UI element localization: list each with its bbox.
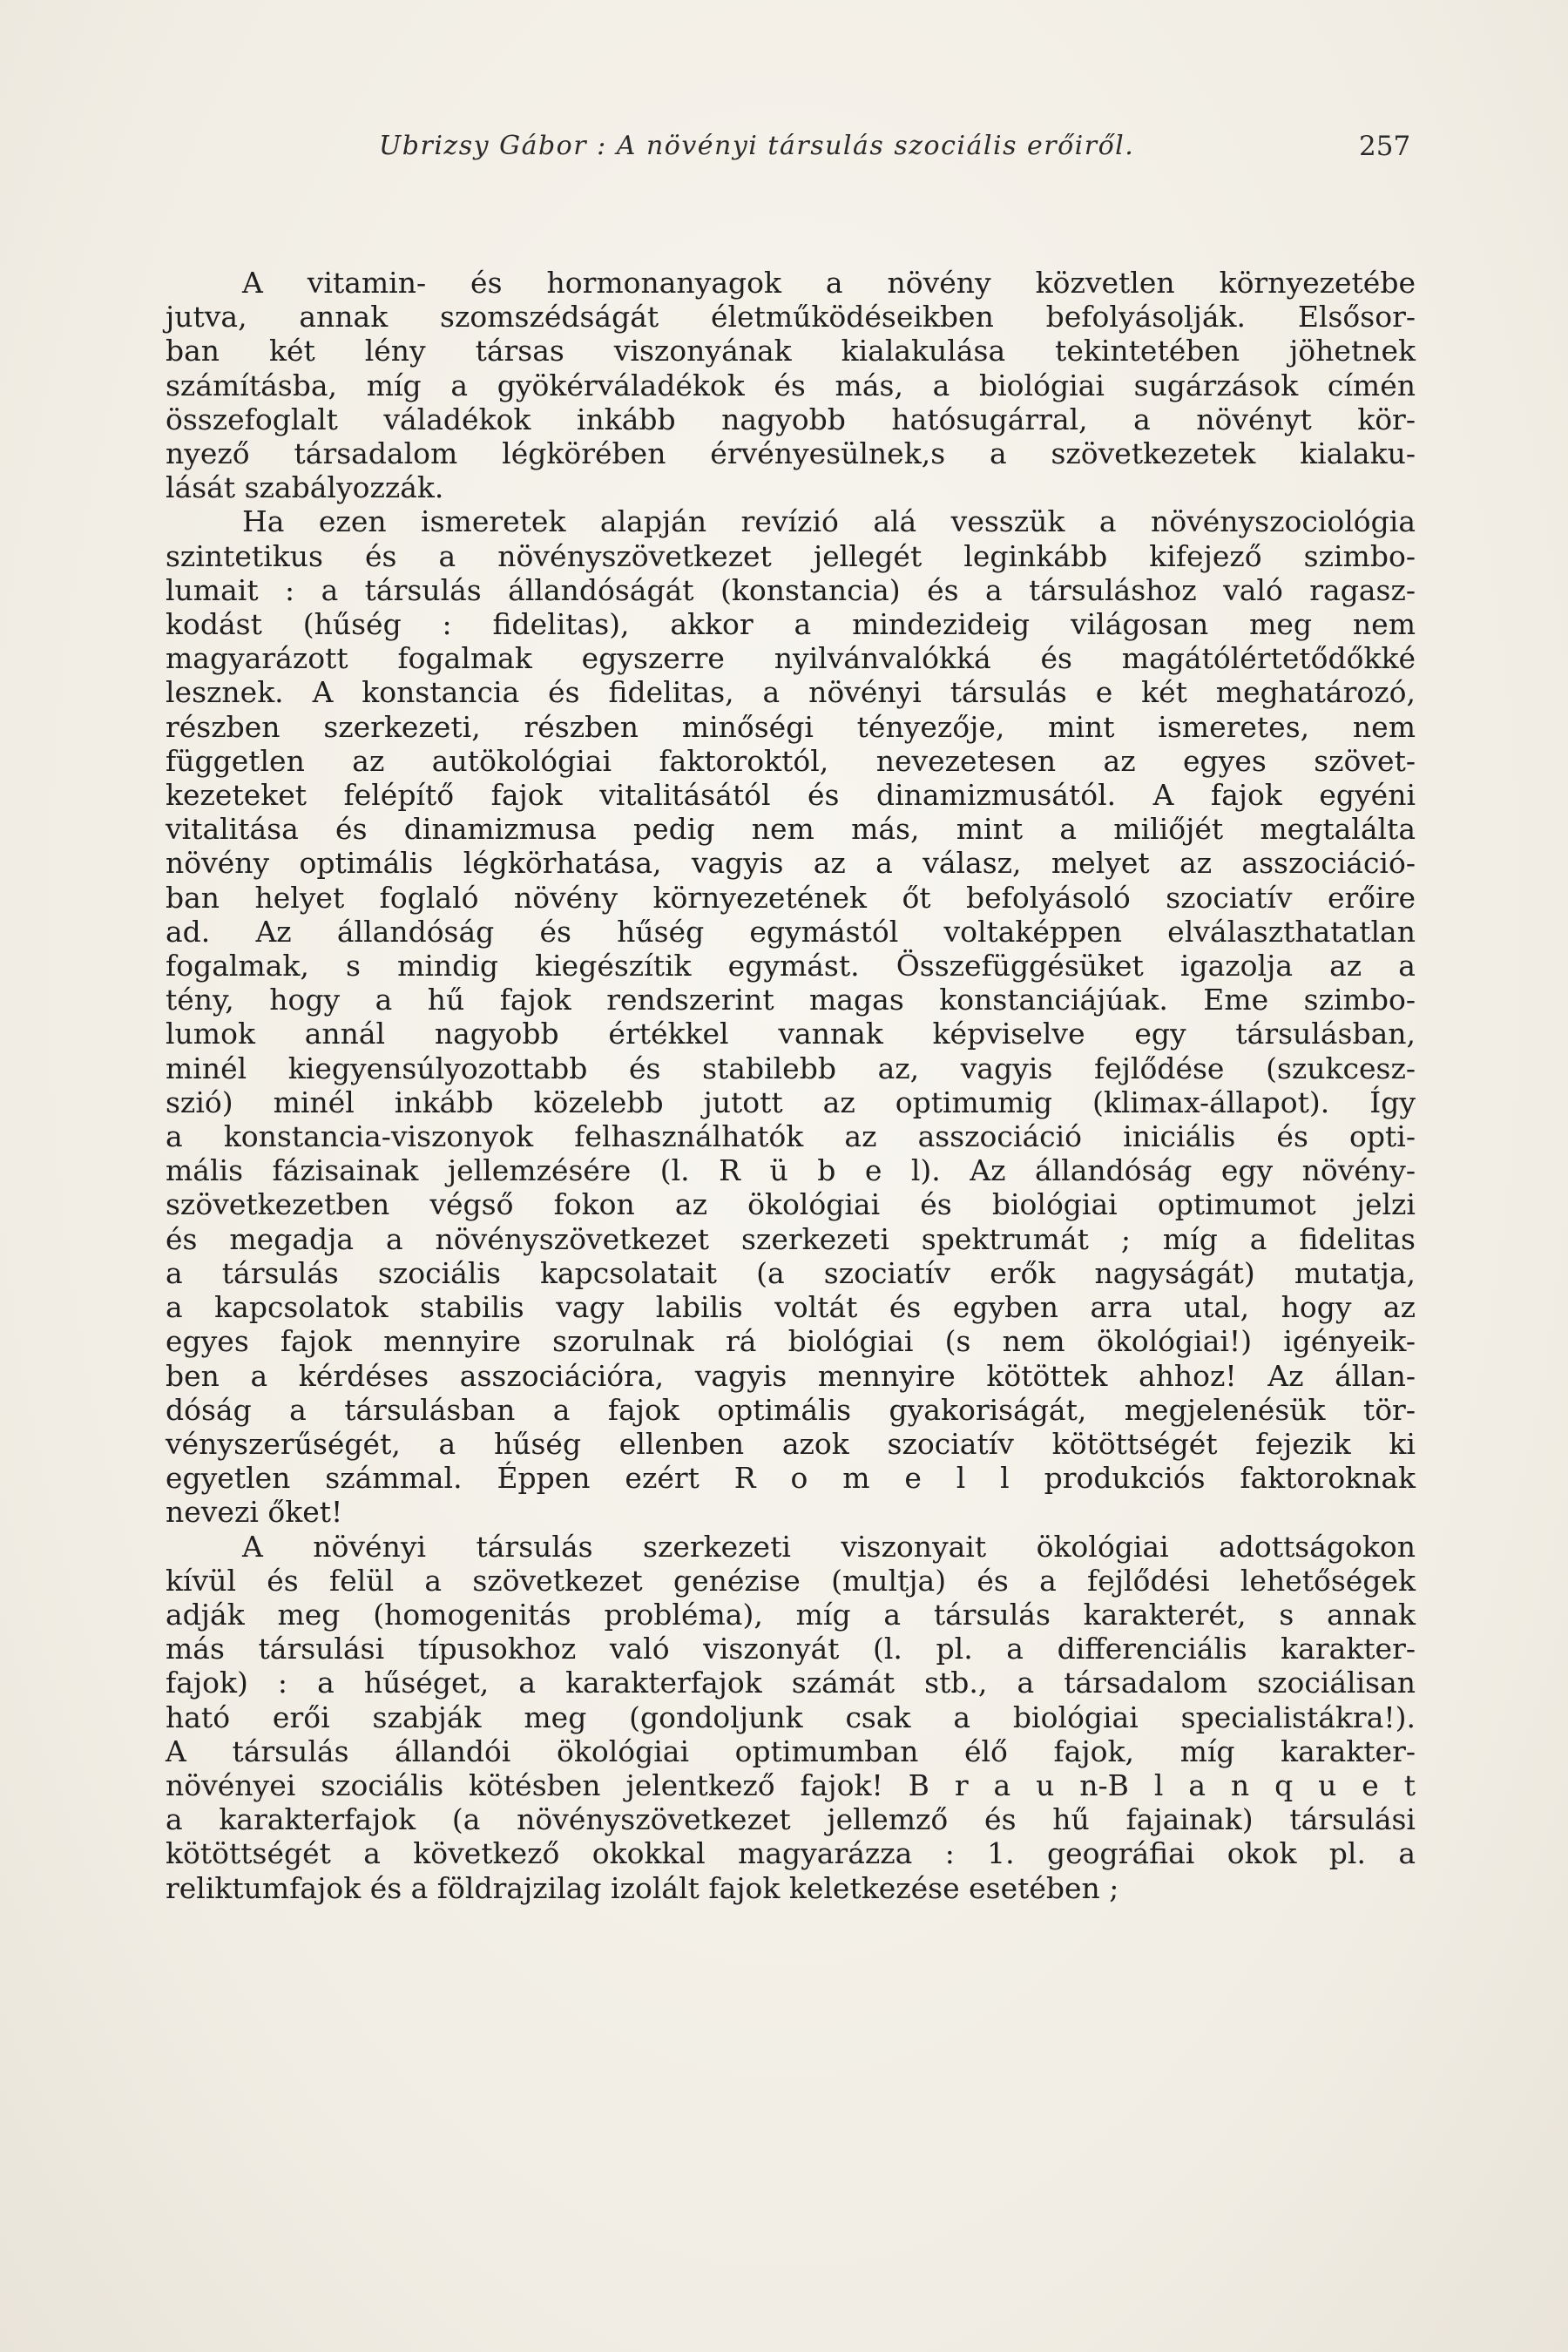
text-line: tény, hogy a hű fajok rendszerint magas konstanciájúak. Eme szimbo- [166, 983, 1416, 1017]
paragraph [166, 266, 1416, 504]
text-line: kezeteket felépítő fajok vitalitásától és dinamizmusától. A fajok egyéni [166, 778, 1416, 813]
text-line: ban helyet foglaló növény környezetének őt befolyásoló szociatív erőire [166, 880, 1416, 915]
text-line: a karakterfajok (a növényszövetkezet jellemző és hű fajainak) társulási [166, 1802, 1416, 1837]
text-line: a társulás szociális kapcsolatait (a szociatív erők nagyságát) mutatja, [166, 1255, 1416, 1290]
text-line: a konstancia-viszonyok felhasználhatók az asszociáció iniciális és opti- [166, 1119, 1416, 1154]
paragraph [166, 1530, 1416, 1905]
text-line: adják meg (homogenitás probléma), míg a társulás karakterét, s annak [166, 1597, 1416, 1632]
text-line: szintetikus és a növényszövetkezet jellegét leginkább kifejező szimbo- [166, 538, 1416, 573]
text-line: egyetlen számmal. Éppen ezért R o m e l l produkciós faktoroknak [166, 1461, 1416, 1496]
text-line: a kapcsolatok stabilis vagy labilis voltát és egyben arra utal, hogy az [166, 1290, 1416, 1325]
text-line: más társulási típusokhoz való viszonyát (l. pl. a differenciális karakter- [166, 1632, 1416, 1666]
text-line: ható erői szabják meg (gondoljunk csak a biológiai specialistákra!). [166, 1700, 1416, 1734]
text-line: jutva, annak szomszédságát életműködéseikben befolyásolják. Elsősor- [166, 300, 1416, 335]
page-number: 257 [1359, 131, 1411, 162]
text-line: ban két lény társas viszonyának kialakulása tekintetében jöhetnek [166, 334, 1416, 368]
text-line: vényszerűségét, a hűség ellenben azok szociatív kötöttségét fejezik ki [166, 1426, 1416, 1461]
text-line: kívül és felül a szövetkezet genézise (multja) és a fejlődési lehetőségek [166, 1563, 1416, 1598]
running-header [0, 131, 1568, 174]
text-line: növény optimális légkörhatása, vagyis az a válasz, melyet az asszociáció- [166, 846, 1416, 881]
running-title: Ubrizsy Gábor : A növényi társulás szociális erőiről. [379, 131, 1135, 161]
text-line: és megadja a növényszövetkezet szerkezeti spektrumát ; míg a fidelitas [166, 1221, 1416, 1256]
text-line: ben a kérdéses asszociációra, vagyis mennyire kötöttek ahhoz! Az állan- [166, 1358, 1416, 1393]
body-text [166, 266, 1416, 1905]
text-line: nevezi őket! [166, 1495, 343, 1530]
text-line: A társulás állandói ökológiai optimumban élő fajok, míg karakter- [166, 1734, 1416, 1768]
text-line: független az autökológiai faktoroktól, nevezetesen az egyes szövet- [166, 743, 1416, 778]
text-line: számításba, míg a gyökérváladékok és más, a biológiai sugárzások címén [166, 368, 1416, 402]
paragraph [166, 504, 1416, 1529]
text-line: lesznek. A konstancia és fidelitas, a növényi társulás e két meghatározó, [166, 675, 1416, 710]
text-line: kodást (hűség : fidelitas), akkor a mindezideig világosan meg nem [166, 607, 1416, 642]
text-line: részben szerkezeti, részben minőségi tényezője, mint ismeretes, nem [166, 709, 1416, 744]
text-line: nyező társadalom légkörében érvényesülnek,s a szövetkezetek kialaku- [166, 436, 1416, 471]
text-line: fogalmak, s mindig kiegészítik egymást. Összefüggésüket igazolja az a [166, 949, 1416, 983]
text-line: szió) minél inkább közelebb jutott az optimumig (klimax-állapot). Így [166, 1085, 1416, 1119]
text-line: A vitamin- és hormonanyagok a növény közvetlen környezetébe [242, 266, 1416, 300]
text-line: lumok annál nagyobb értékkel vannak képviselve egy társulásban, [166, 1017, 1416, 1051]
text-line: összefoglalt váladékok inkább nagyobb hatósugárral, a növényt kör- [166, 402, 1416, 436]
text-line: lását szabályozzák. [166, 470, 444, 505]
text-line: ad. Az állandóság és hűség egymástól voltaképpen elválaszthatatlan [166, 914, 1416, 949]
text-line: egyes fajok mennyire szorulnak rá biológiai (s nem ökológiai!) igényeik- [166, 1324, 1416, 1359]
text-line: Ha ezen ismeretek alapján revízió alá vesszük a növényszociológia [242, 504, 1416, 539]
text-line: minél kiegyensúlyozottabb és stabilebb az, vagyis fejlődése (szukcesz- [166, 1051, 1416, 1085]
text-line: lumait : a társulás állandóságát (konstancia) és a társuláshoz való ragasz- [166, 572, 1416, 607]
text-line: növényei szociális kötésben jelentkező fajok! B r a u n-B l a n q u e t [166, 1767, 1416, 1802]
text-line: kötöttségét a következő okokkal magyarázza : 1. geográfiai okok pl. a [166, 1836, 1416, 1871]
text-line: fajok) : a hűséget, a karakterfajok számát stb., a társadalom szociálisan [166, 1666, 1416, 1700]
text-line: magyarázott fogalmak egyszerre nyilvánvalókká és magátólértetődőkké [166, 641, 1416, 676]
text-line: szövetkezetben végső fokon az ökológiai és biológiai optimumot jelzi [166, 1187, 1416, 1222]
text-line: vitalitása és dinamizmusa pedig nem más, mint a miliőjét megtalálta [166, 812, 1416, 847]
text-line: reliktumfajok és a földrajzilag izolált fajok keletkezése esetében ; [166, 1870, 1119, 1905]
text-line: mális fázisainak jellemzésére (l. R ü b e l). Az állandóság egy növény- [166, 1153, 1416, 1188]
text-line: dóság a társulásban a fajok optimális gyakoriságát, megjelenésük tör- [166, 1392, 1416, 1427]
text-line: A növényi társulás szerkezeti viszonyait ökológiai adottságokon [242, 1529, 1416, 1564]
